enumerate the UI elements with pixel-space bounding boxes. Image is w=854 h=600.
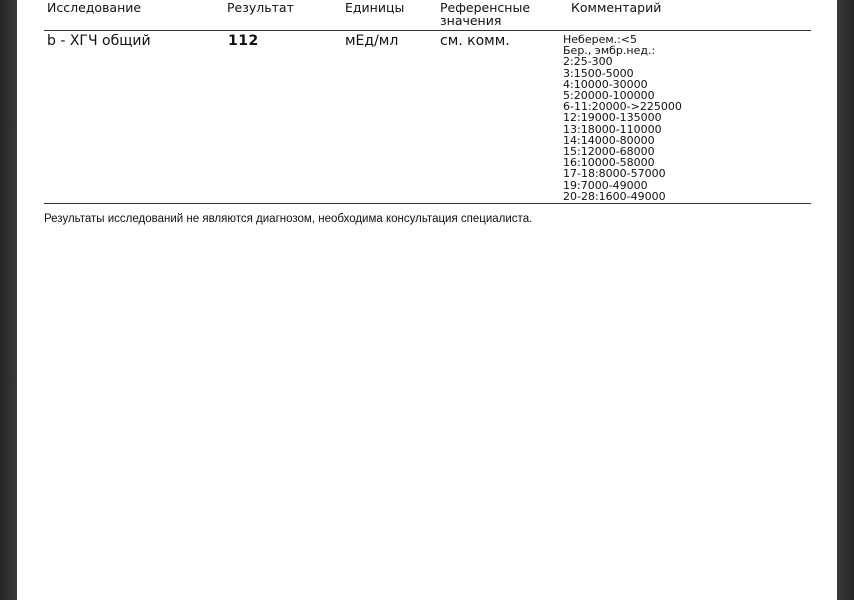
- test-units: мЕд/мл: [345, 33, 399, 49]
- header-comment: Комментарий: [571, 0, 662, 15]
- test-name: b - ХГЧ общий: [47, 33, 151, 49]
- comment-line: 19:7000-49000: [563, 178, 648, 192]
- comment-line: 15:12000-68000: [563, 145, 655, 159]
- results-table: [44, 0, 811, 204]
- header-test: Исследование: [47, 0, 142, 15]
- document-page: [17, 0, 837, 600]
- disclaimer-text: Результаты исследований не являются диагнозом, необходима консультация специалиста.: [44, 213, 533, 225]
- test-reference: см. комм.: [440, 33, 510, 49]
- comment-line: 4:10000-30000: [563, 77, 648, 91]
- comment-line: 6-11:20000->225000: [563, 100, 682, 114]
- comment-line: 12:19000-135000: [563, 111, 662, 125]
- comment-line: 16:10000-58000: [563, 156, 655, 170]
- comment-line: 3:1500-5000: [563, 66, 634, 80]
- comment-line: 14:14000-80000: [563, 133, 655, 147]
- comment-line: Неберем.:<5: [563, 33, 638, 46]
- table-row: [44, 31, 811, 204]
- table-header: [44, 0, 811, 31]
- comment-line: 5:20000-100000: [563, 89, 655, 103]
- test-result: 112: [228, 33, 259, 49]
- header-reference: Референсные значения: [440, 0, 531, 28]
- comment-line: 13:18000-110000: [563, 122, 662, 136]
- comment-line: 17-18:8000-57000: [563, 167, 666, 181]
- header-units: Единицы: [345, 0, 405, 15]
- test-comment: [563, 34, 682, 202]
- header-result: Результат: [227, 0, 294, 15]
- comment-line: 2:25-300: [563, 55, 613, 69]
- comment-line: 20-28:1600-49000: [563, 189, 666, 203]
- comment-line: Бер., эмбр.нед.:: [563, 44, 656, 58]
